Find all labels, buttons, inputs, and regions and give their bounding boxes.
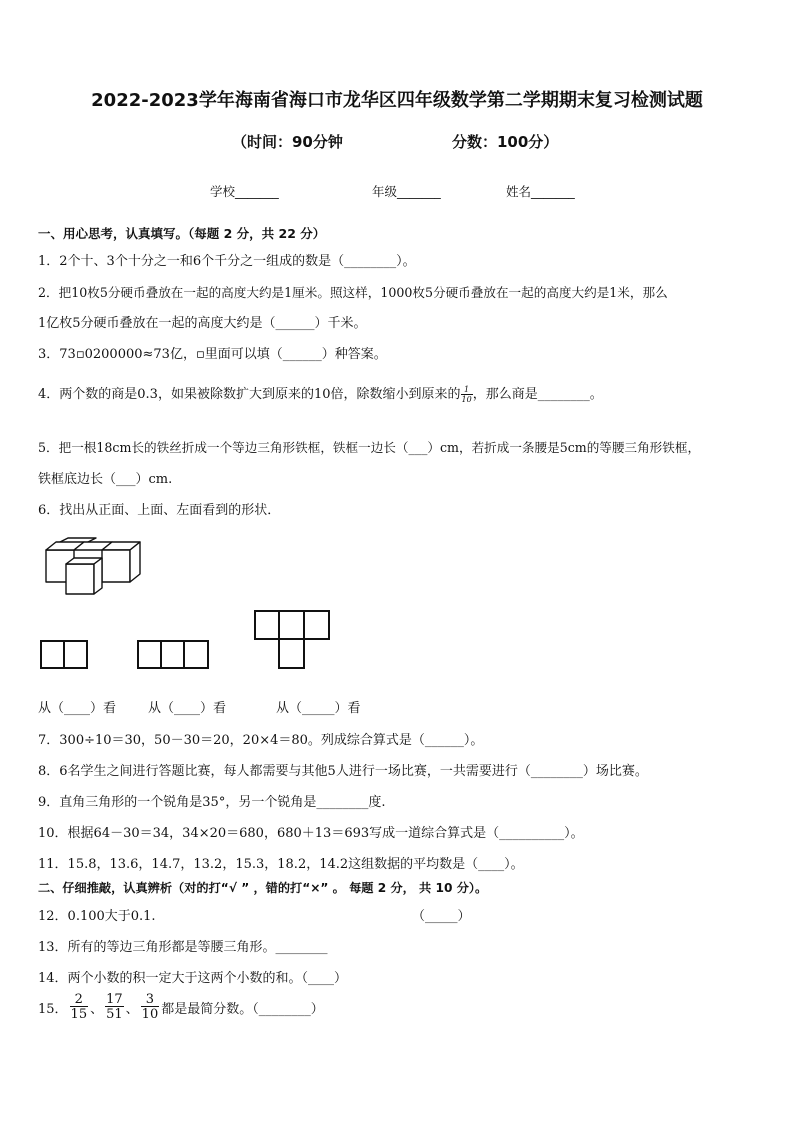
question-7: 7．300÷10＝30，50－30＝20，20×4＝80。列成综合算式是（______）。 (38, 733, 484, 748)
page-title: 2022-2023学年海南省海口市龙华区四年级数学第二学期期末复习检测试题 (91, 90, 703, 111)
fraction-denominator: 10 (141, 1007, 159, 1022)
question-14: 14．两个小数的积一定大于这两个小数的和。（____） (38, 971, 348, 986)
view-shape-t-shape (254, 610, 332, 670)
question-15-prefix: 15． (38, 1001, 68, 1017)
question-4-tail: ，那么商是________。 (472, 387, 603, 402)
fraction-denominator: 15 (70, 1007, 88, 1022)
question-5-line-2: 铁框底边长（___）cm. (38, 472, 173, 487)
question-15 (38, 993, 324, 1021)
separator: 、 (90, 1001, 104, 1017)
grade-field: 年级_______ (372, 184, 441, 199)
fraction-denominator: 10 (461, 394, 472, 404)
section-2-heading: 二、仔细推敲，认真辨析（对的打“√ ” ，错的打“×” 。 每题 2 分， 共 10 分）。 (38, 881, 488, 895)
separator: 、 (125, 1001, 139, 1017)
fraction-numerator: 2 (74, 992, 83, 1007)
fraction-denominator: 51 (106, 1007, 123, 1022)
question-3: 3．73▫0200000≈73亿，▫里面可以填（______）种答案。 (38, 347, 387, 362)
view-shape-three-squares (137, 640, 211, 670)
question-15-suffix: 都是最简分数。（________） (161, 1001, 324, 1017)
view-label-3: 从（_____）看 (276, 701, 361, 716)
view-label-2: 从（____）看 (148, 701, 227, 716)
question-4 (38, 383, 603, 404)
cube-figure (40, 536, 150, 598)
fraction-numerator: 1 (464, 384, 470, 394)
question-12: 12．0.100大于0.1. (38, 909, 156, 924)
fraction-2-15 (70, 993, 89, 1021)
question-6: 6．找出从正面、上面、左面看到的形状． (38, 503, 281, 518)
section-1-heading: 一、用心思考，认真填写。（每题 2 分，共 22 分） (38, 226, 326, 241)
question-5-line-1: 5．把一根18cm长的铁丝折成一个等边三角形铁框，铁框一边长（___）cm，若折成一条腰是5cm的等腰三角形铁框， (38, 440, 701, 455)
question-11: 11．15.8，13.6，14.7，13.2，15.3，18.2，14.2这组数据的平均数是（____）。 (38, 857, 524, 872)
question-9: 9．直角三角形的一个锐角是35°，另一个锐角是________度. (38, 795, 386, 810)
question-12-blank: （_____） (412, 909, 471, 924)
question-2-line-2: 1亿枚5分硬币叠放在一起的高度大约是（______）千米。 (38, 316, 367, 331)
exam-score: 分数：100分） (452, 133, 559, 151)
question-4-text: 4．两个数的商是0.3，如果被除数扩大到原来的10倍，除数缩小到原来的 (38, 387, 461, 402)
question-10: 10．根据64－30＝34，34×20＝680，680＋13＝693写成一道综合算式是（__________）。 (38, 826, 584, 841)
question-1: 1．2个十、3个十分之一和6个千分之一组成的数是（________）。 (38, 254, 416, 269)
name-field: 姓名_______ (506, 184, 575, 199)
view-label-1: 从（____）看 (38, 701, 117, 716)
question-2-line-1: 2．把10枚5分硬币叠放在一起的高度大约是1厘米。照这样，1000枚5分硬币叠放在一起的高度大约是1米，那么 (38, 285, 668, 300)
school-field: 学校_______ (210, 184, 279, 199)
fraction-numerator: 17 (106, 992, 123, 1007)
fraction-3-10 (141, 993, 160, 1021)
fraction-17-51 (105, 993, 124, 1021)
view-shape-two-squares (40, 640, 90, 670)
fraction-one-tenth (461, 386, 473, 404)
question-8: 8．6名学生之间进行答题比赛，每人都需要与其他5人进行一场比赛，一共需要进行（________）场比赛。 (38, 764, 648, 779)
fraction-numerator: 3 (145, 992, 155, 1007)
question-13: 13．所有的等边三角形都是等腰三角形。________ (38, 940, 328, 955)
exam-time: （时间：90分钟 (232, 133, 343, 151)
